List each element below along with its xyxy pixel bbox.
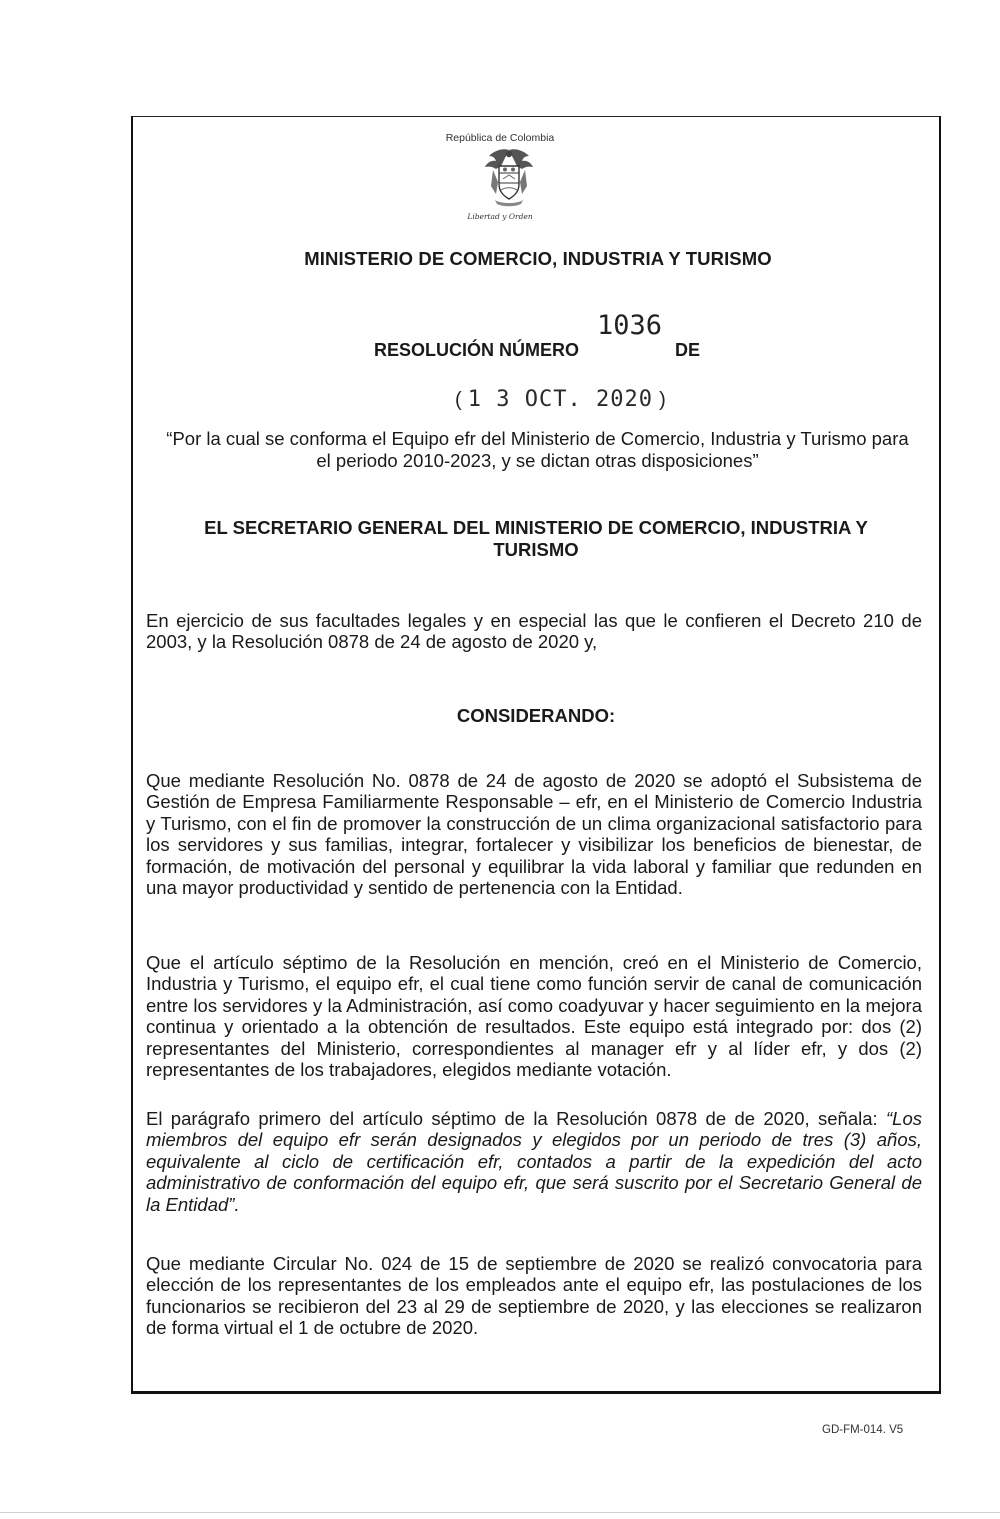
preamble-paragraph: En ejercicio de sus facultades legales y en especial las que le confieren el Decreto 210 de 2003, y la Resolución 0878 de 24 de agosto de 2020 y, <box>146 610 922 653</box>
considerando-paragraph-4: Que mediante Circular No. 024 de 15 de septiembre de 2020 se realizó convocatoria para elección de los representantes de los empleados ante el equipo efr, las postulaciones de los funcionarios se recibieron del 23 al 29 de septiembre de 2020, y las elecciones se realizaron de forma virtual el 1 de octubre de 2020. <box>146 1253 922 1339</box>
national-motto: Libertad y Orden <box>467 212 533 221</box>
considerando-heading: CONSIDERANDO: <box>456 705 616 726</box>
resolution-epigraph: “Por la cual se conforma el Equipo efr del Ministerio de Comercio, Industria y Turismo para el periodo 2010-2023, y se dictan otras disposiciones” <box>166 428 909 471</box>
form-code: GD-FM-014. V5 <box>822 1424 904 1436</box>
coat-of-arms-icon <box>481 146 537 208</box>
resolution-number: 1036 <box>597 310 663 341</box>
country-name: República de Colombia <box>445 132 555 144</box>
considerando-paragraph-3 <box>146 1108 922 1215</box>
ministry-title: MINISTERIO DE COMERCIO, INDUSTRIA Y TURISMO <box>304 248 772 269</box>
considerando-paragraph-1: Que mediante Resolución No. 0878 de 24 de agosto de 2020 se adoptó el Subsistema de Gestión de Empresa Familiarmente Responsable – efr, en el Ministerio de Comercio Industria y Turismo, con el fin de promover la construcción de un clima organizacional satisfactorio para los servidores y sus familias, integrar, fortalecer y visibilizar los beneficios de bienestar, de formación, de motivación del personal y equilibrar la vida laboral y familiar que redunden en una mayor productividad y sentido de pertenencia con la Entidad. <box>146 770 922 899</box>
date-stamp: 1 3 OCT. 2020 <box>467 387 653 412</box>
considerando-paragraph-2: Que el artículo séptimo de la Resolución en mención, creó en el Ministerio de Comercio, Industria y Turismo, el equipo efr, el cual tiene como función servir de canal de comunicación entre los servidores y la Administración, así como coadyuvar y hacer seguimiento en la mejora continua y orientado a la obtención de resultados. Este equipo está integrado por: dos (2) representantes del Ministerio, correspondientes al manager efr y al líder efr, y dos (2) representantes de los trabajadores, elegidos mediante votación. <box>146 952 922 1081</box>
resolution-label: RESOLUCIÓN NÚMERO <box>374 340 580 360</box>
resolution-de-label: DE <box>675 340 701 360</box>
date-paren-open: ( <box>455 389 462 411</box>
scan-bottom-edge <box>0 1512 1000 1513</box>
resolution-date <box>455 386 666 412</box>
issuing-authority: EL SECRETARIO GENERAL DEL MINISTERIO DE COMERCIO, INDUSTRIA Y TURISMO <box>204 517 868 560</box>
date-paren-close: ) <box>659 389 666 411</box>
paragraph-3-quote: “Los miembros del equipo efr serán designados y elegidos por un periodo de tres (3) años, equivalente al ciclo de certificación efr, contados a partir de la expedición del acto administrativo de conformación del equipo efr, que será suscrito por el Secretario General de la Entidad”. <box>146 1108 922 1215</box>
paragraph-3-lead: El parágrafo primero del artículo séptimo de la Resolución 0878 de de 2020, señala: <box>146 1108 886 1129</box>
